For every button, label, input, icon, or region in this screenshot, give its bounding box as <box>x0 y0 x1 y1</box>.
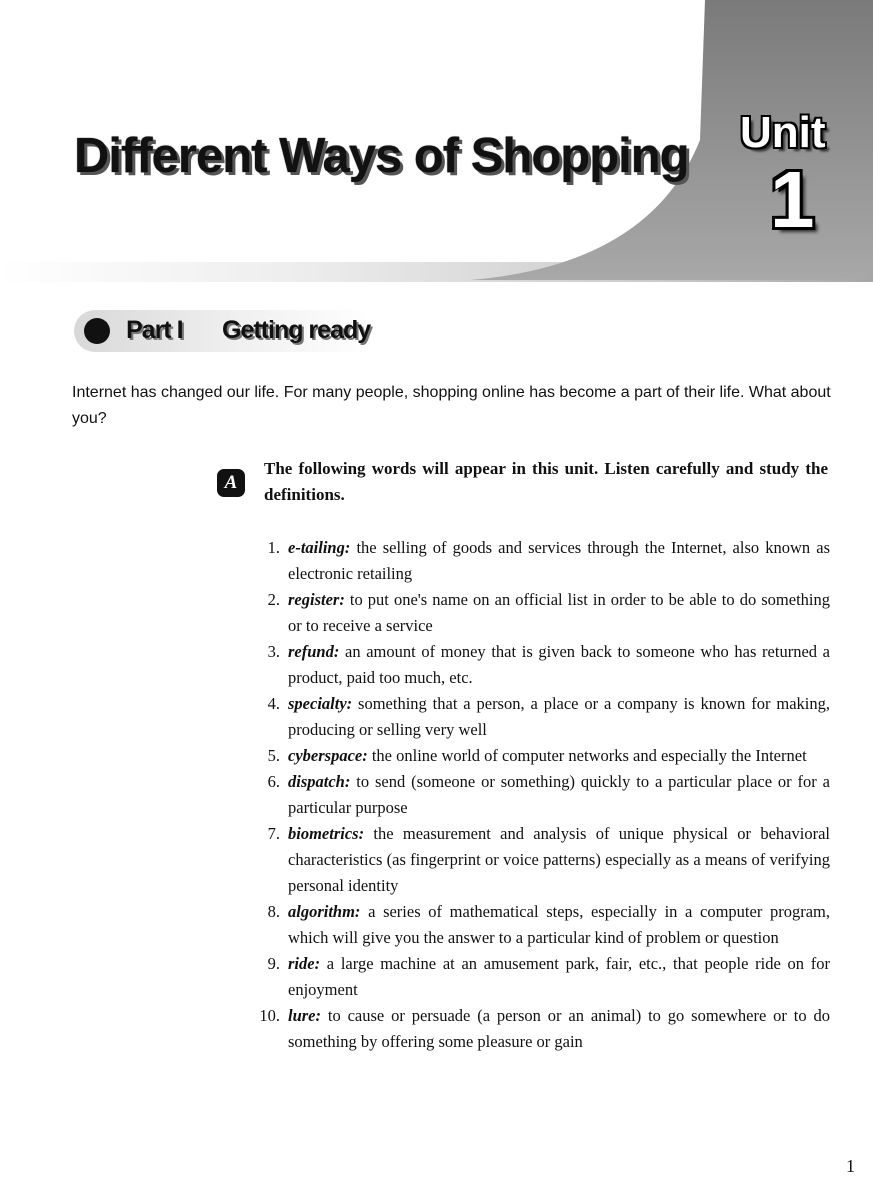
part-label: Part I <box>126 316 183 344</box>
definition-item <box>250 951 830 1003</box>
definition-number: 5. <box>267 746 280 765</box>
definition-item <box>250 769 830 821</box>
definition-item <box>250 535 830 587</box>
definition-item <box>250 587 830 639</box>
unit-number: 1 <box>770 155 815 244</box>
definition-term: algorithm: <box>288 902 361 921</box>
definition-text: a large machine at an amusement park, fair, etc., that people ride on for enjoyment <box>288 954 830 999</box>
definition-text: to send (someone or something) quickly to a particular place or for a particular purpose <box>288 772 831 817</box>
definition-item <box>250 821 830 899</box>
definition-text: the measurement and analysis of unique physical or behavioral characteristics (as fingerprint or voice patterns) especially as a means of verifying personal identity <box>288 824 830 895</box>
definition-list <box>250 535 830 1055</box>
definition-term: e-tailing: <box>288 538 351 557</box>
definition-text: an amount of money that is given back to someone who has returned a product, paid too much, etc. <box>288 642 830 687</box>
bullet-circle-icon <box>84 318 110 344</box>
definition-item <box>250 1003 830 1055</box>
definition-number: 9. <box>267 954 280 973</box>
definition-text: to cause or persuade (a person or an animal) to go somewhere or to do something by offering some pleasure or gain <box>288 1006 830 1051</box>
definition-text: the online world of computer networks and especially the Internet <box>371 746 807 765</box>
definition-term: lure: <box>288 1006 321 1025</box>
page-number: 1 <box>846 1156 855 1176</box>
definition-number: 2. <box>267 590 280 609</box>
definition-term: ride: <box>288 954 321 973</box>
definition-term: specialty: <box>288 694 353 713</box>
definition-number: 1. <box>267 538 280 557</box>
definition-item <box>250 639 830 691</box>
definition-term: dispatch: <box>288 772 351 791</box>
unit-title: Different Ways of Shopping <box>74 129 689 183</box>
definition-item <box>250 743 830 769</box>
definition-term: refund: <box>288 642 340 661</box>
intro-paragraph: Internet has changed our life. For many people, shopping online has become a part of their life. What about you? <box>72 384 831 427</box>
definition-term: register: <box>288 590 345 609</box>
definition-number: 7. <box>267 824 280 843</box>
definition-item <box>250 691 830 743</box>
definition-text: a series of mathematical steps, especially in a computer program, which will give you the answer to a particular kind of problem or question <box>288 902 831 947</box>
definition-item <box>250 899 830 951</box>
definition-number: 6. <box>267 772 280 791</box>
definition-number: 10. <box>259 1006 280 1025</box>
section-instruction: The following words will appear in this unit. Listen carefully and study the definitions. <box>264 459 828 504</box>
unit-label: Unit <box>740 108 826 157</box>
definition-number: 8. <box>267 902 280 921</box>
definition-number: 3. <box>267 642 280 661</box>
definition-term: cyberspace: <box>288 746 368 765</box>
definition-text: to put one's name on an official list in order to be able to do something or to receive a service <box>288 590 831 635</box>
definition-number: 4. <box>267 694 280 713</box>
definition-text: something that a person, a place or a company is known for making, producing or selling very well <box>288 694 830 739</box>
section-badge: A <box>217 469 245 497</box>
part-heading <box>74 308 384 354</box>
part-title: Getting ready <box>222 316 371 344</box>
definition-text: the selling of goods and services through the Internet, also known as electronic retailing <box>288 538 830 583</box>
definition-term: biometrics: <box>288 824 365 843</box>
